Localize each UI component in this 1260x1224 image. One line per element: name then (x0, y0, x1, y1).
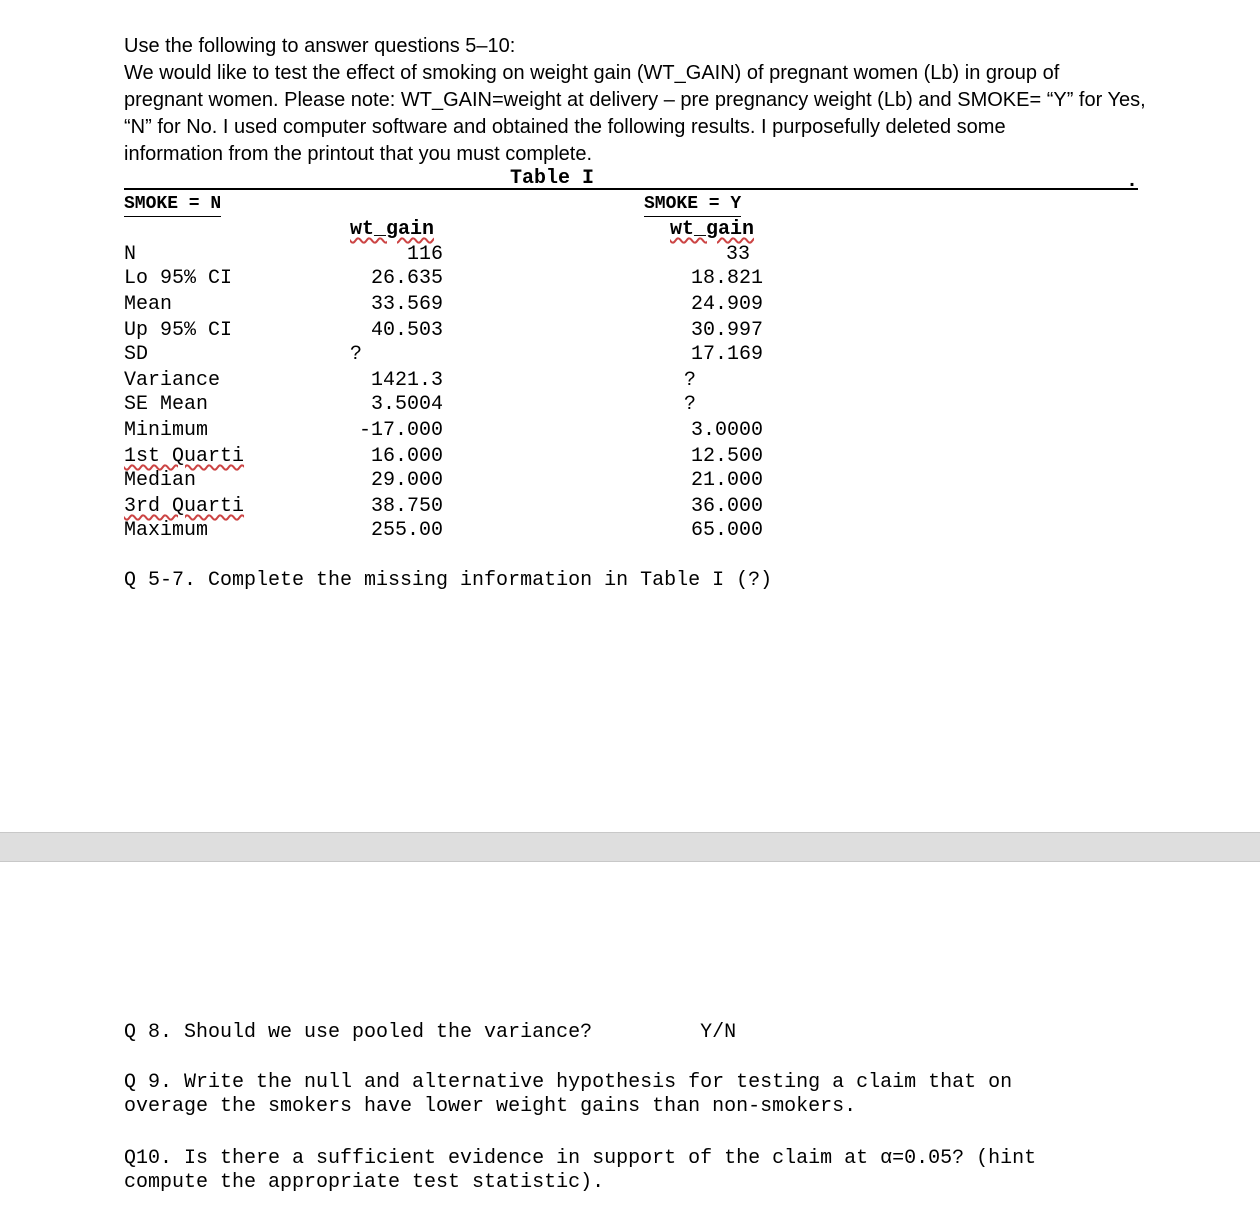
row-label: Median (124, 469, 197, 492)
question-9-line: overage the smokers have lower weight gains than non-smokers. (124, 1095, 857, 1118)
table-row (0, 468, 1260, 493)
row-label: Maximum (124, 519, 209, 542)
table-row (0, 518, 1260, 543)
table-row (0, 392, 1260, 417)
value-smoke-n: 40.503 (370, 319, 443, 342)
intro-line: pregnant women. Please note: WT_GAIN=weight at delivery – pre pregnancy weight (Lb) and SMOKE= “Y” for Yes, (124, 89, 1146, 111)
value-smoke-y-missing: ? (684, 369, 697, 392)
row-label: Up 95% CI (124, 319, 233, 342)
row-label: Mean (124, 293, 173, 316)
value-smoke-y: 33 (725, 243, 750, 266)
intro-line: information from the printout that you must complete. (124, 143, 592, 165)
value-smoke-n: 3.5004 (370, 393, 443, 416)
column-header-wt-gain-n: wt_gain (350, 218, 435, 241)
question-10-line: Q10. Is there a sufficient evidence in support of the claim at α=0.05? (hint (124, 1147, 1037, 1170)
value-smoke-y-missing: ? (684, 393, 697, 416)
question-8: Q 8. Should we use pooled the variance? Y/N (124, 1021, 737, 1044)
value-smoke-y: 18.821 (690, 267, 763, 290)
table-row (0, 266, 1260, 291)
intro-text (124, 33, 1184, 168)
intro-line: We would like to test the effect of smoking on weight gain (WT_GAIN) of pregnant women (Lb) in group of (124, 62, 1060, 84)
value-smoke-n: 116 (406, 243, 443, 266)
value-smoke-y: 17.169 (690, 343, 763, 366)
row-label: SE Mean (124, 393, 209, 416)
row-label: 3rd Quarti (124, 495, 245, 518)
row-label: Lo 95% CI (124, 267, 233, 290)
table-row (0, 242, 1260, 267)
group-header-smoke-n: SMOKE = N (124, 193, 221, 217)
table-row (0, 342, 1260, 367)
question-9-line: Q 9. Write the null and alternative hypothesis for testing a claim that on (124, 1071, 1013, 1094)
table-title: Table I (510, 167, 595, 190)
value-smoke-n: 38.750 (370, 495, 443, 518)
value-smoke-y: 21.000 (690, 469, 763, 492)
question-10 (124, 1147, 1036, 1195)
value-smoke-y: 12.500 (690, 445, 763, 468)
value-smoke-n: 26.635 (370, 267, 443, 290)
page-break-band (0, 832, 1260, 862)
table-trailing-mark: . (1126, 170, 1139, 193)
value-smoke-n-missing: ? (350, 343, 363, 366)
value-smoke-y: 65.000 (690, 519, 763, 542)
row-label: Minimum (124, 419, 209, 442)
intro-line: “N” for No. I used computer software and obtained the following results. I purposefully deleted some (124, 116, 1006, 138)
value-smoke-n: 33.569 (370, 293, 443, 316)
value-smoke-y: 30.997 (690, 319, 763, 342)
question-5-7: Q 5-7. Complete the missing information in Table I (?) (124, 569, 773, 592)
value-smoke-n: 255.00 (370, 519, 443, 542)
question-9 (124, 1071, 1012, 1119)
intro-line: Use the following to answer questions 5–10: (124, 35, 516, 57)
value-smoke-n: 16.000 (370, 445, 443, 468)
table-row (0, 292, 1260, 317)
row-label: 1st Quarti (124, 445, 245, 468)
value-smoke-n: 29.000 (370, 469, 443, 492)
table-row (0, 368, 1260, 393)
row-label: Variance (124, 369, 221, 392)
table-row (0, 318, 1260, 343)
column-header-wt-gain-y: wt_gain (670, 218, 755, 241)
table-row (0, 444, 1260, 469)
question-10-line: compute the appropriate test statistic). (124, 1171, 605, 1194)
value-smoke-n: 1421.3 (370, 369, 443, 392)
value-smoke-y: 3.0000 (690, 419, 763, 442)
row-label: SD (124, 343, 149, 366)
value-smoke-y: 24.909 (690, 293, 763, 316)
value-smoke-y: 36.000 (690, 495, 763, 518)
table-row (0, 494, 1260, 519)
table-top-rule (124, 188, 1138, 190)
table-row (0, 418, 1260, 443)
group-header-smoke-y: SMOKE = Y (644, 193, 741, 217)
row-label: N (124, 243, 137, 266)
value-smoke-n: -17.000 (358, 419, 443, 442)
